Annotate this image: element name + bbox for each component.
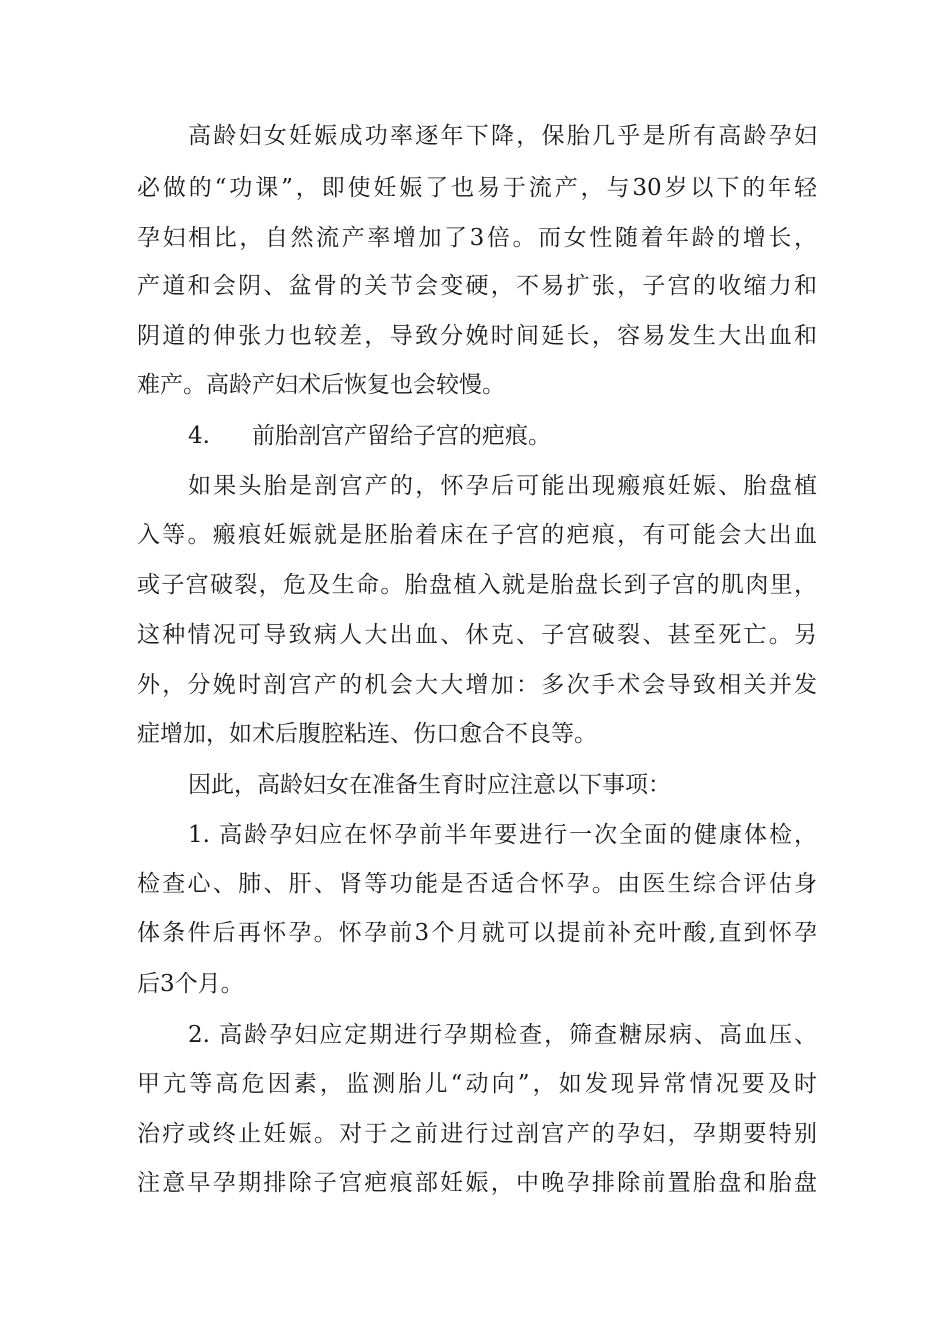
paragraph-line: 入等。瘢痕妊娠就是胚胎着床在子宫的疤痕，有可能会大出血 (137, 522, 817, 548)
paragraph-line: 高龄妇女妊娠成功率逐年下降，保胎几乎是所有高龄孕妇 (188, 123, 817, 149)
paragraph-line: 阴道的伸张力也较差，导致分娩时间延长，容易发生大出血和 (137, 323, 817, 349)
paragraph-line: 这种情况可导致病人大出血、休克、子宫破裂、甚至死亡。另 (137, 622, 817, 648)
paragraph-line: 注意早孕期排除子宫疤痕部妊娠，中晚孕排除前置胎盘和胎盘 (137, 1170, 817, 1196)
paragraph-line: 检查心、肺、肝、肾等功能是否适合怀孕。由医生综合评估身 (137, 871, 817, 897)
list-item-number: 4. (188, 423, 210, 449)
paragraph-line: 如果头胎是剖宫产的，怀孕后可能出现瘢痕妊娠、胎盘植 (188, 473, 817, 499)
paragraph-line: 症增加，如术后腹腔粘连、伤口愈合不良等。 (137, 721, 597, 747)
paragraph-line: 必做的“功课”，即使妊娠了也易于流产，与30岁以下的年轻 (137, 175, 817, 201)
paragraph-line: 体条件后再怀孕。怀孕前3个月就可以提前补充叶酸,直到怀孕 (137, 920, 817, 946)
paragraph-line: 治疗或终止妊娠。对于之前进行过剖宫产的孕妇，孕期要特别 (137, 1121, 817, 1147)
paragraph-line: 外，分娩时剖宫产的机会大大增加：多次手术会导致相关并发 (137, 672, 817, 698)
paragraph-line: 2. 高龄孕妇应定期进行孕期检查，筛查糖尿病、高血压、 (188, 1022, 817, 1048)
paragraph-line: 难产。高龄产妇术后恢复也会较慢。 (137, 372, 505, 398)
paragraph-line: 或子宫破裂，危及生命。胎盘植入就是胎盘长到子宫的肌肉里， (137, 572, 817, 598)
paragraph-line: 孕妇相比，自然流产率增加了3倍。而女性随着年龄的增长， (137, 225, 817, 251)
paragraph-line: 产道和会阴、盆骨的关节会变硬，不易扩张，子宫的收缩力和 (137, 273, 817, 299)
paragraph-line: 后3个月。 (137, 971, 244, 997)
paragraph-line: 因此，高龄妇女在准备生育时应注意以下事项： (188, 772, 671, 798)
paragraph-line: 1. 高龄孕妇应在怀孕前半年要进行一次全面的健康体检， (188, 822, 817, 848)
paragraph-line: 甲亢等高危因素，监测胎儿“动向”，如发现异常情况要及时 (137, 1071, 817, 1097)
list-item-text: 前胎剖宫产留给子宫的疤痕。 (252, 423, 551, 449)
list-item-4 (188, 418, 817, 454)
